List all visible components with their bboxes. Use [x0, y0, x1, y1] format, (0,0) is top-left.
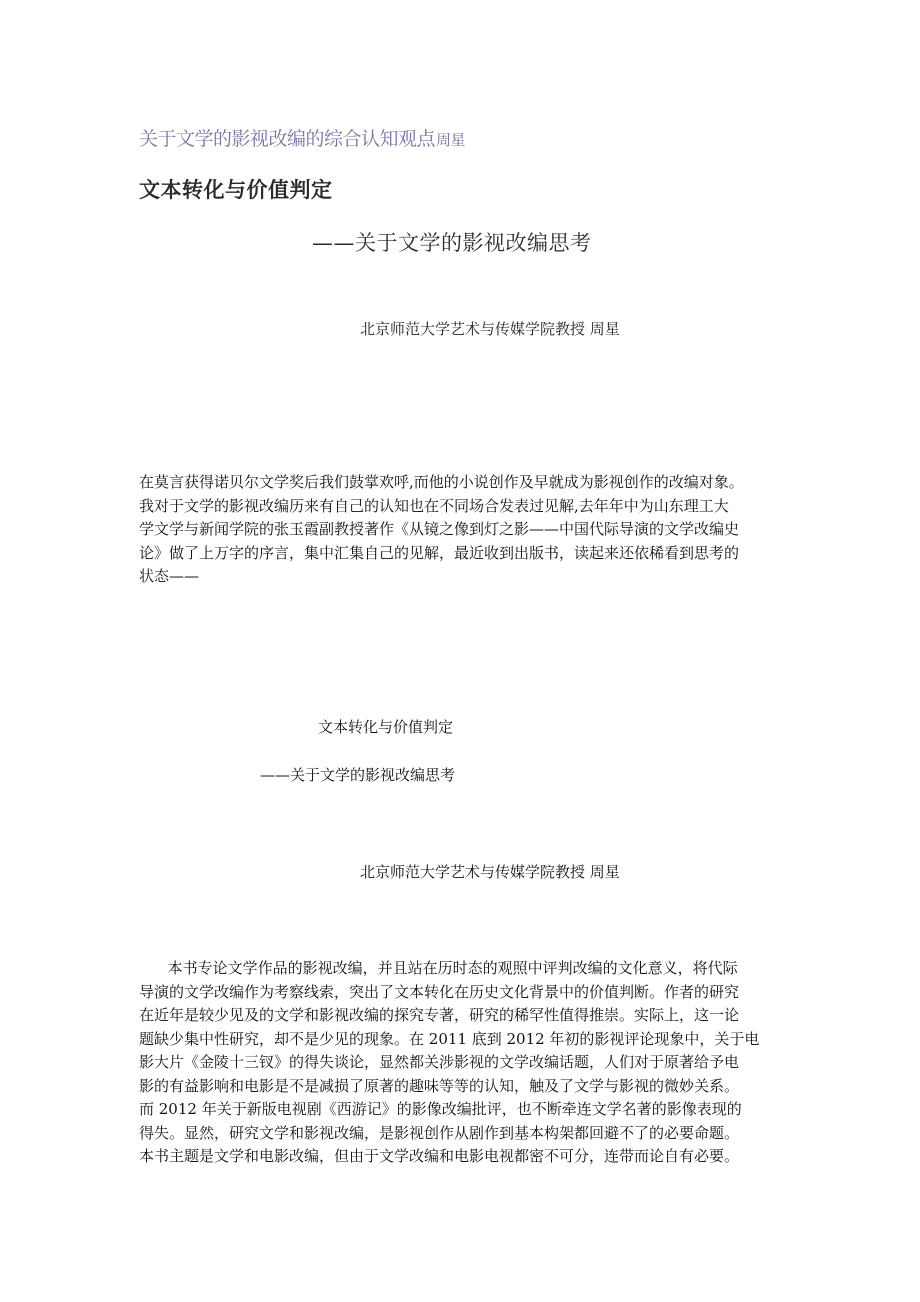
document-title-text: 关于文学的影视改编的综合认知观点: [139, 128, 436, 150]
paragraph-line: 我对于文学的影视改编历来有自己的认知也在不同场合发表过见解,去年年中为山东理工大: [139, 496, 729, 515]
paragraph-line: 本书专论文学作品的影视改编，并且站在历时态的观照中评判改编的文化意义，将代际: [139, 959, 738, 977]
intro-paragraph: [139, 471, 789, 589]
paragraph-line: 在近年是较少见及的文学和影视改编的探究专著，研究的稀罕性值得推崇。实际上，这一论: [139, 1006, 740, 1024]
paragraph-line: 在莫言获得诺贝尔文学奖后我们鼓掌欢呼,而他的小说创作及早就成为影视创作的改编对象。: [139, 473, 744, 491]
paragraph-line: 影大片《金陵十三钗》的得失谈论，显然都关涉影视的文学改编话题，人们对于原著给予电: [139, 1053, 740, 1071]
body-paragraph: [139, 957, 789, 1169]
paragraph-line: 题缺少集中性研究，却不是少见的现象。在 2011 底到 2012 年初的影视评论现象中，关于电: [139, 1029, 760, 1048]
paragraph-line: 导演的文学改编作为考察线索，突出了文本转化在历史文化背景中的价值判断。作者的研究: [139, 982, 740, 1001]
document-title: [139, 124, 465, 151]
author-affiliation: 北京师范大学艺术与传媒学院教授 周星: [360, 320, 620, 338]
paragraph-line: 学文学与新闻学院的张玉霞副教授著作《从镜之像到灯之影——中国代际导演的文学改编史: [139, 520, 740, 538]
paragraph-line: 而 2012 年关于新版电视剧《西游记》的影像改编批评，也不断牵连文学名著的影像表现的: [139, 1100, 742, 1118]
paragraph-line: 状态——: [139, 567, 200, 585]
paragraph-line: 得失。显然，研究文学和影视改编，是影视创作从剧作到基本构架都回避不了的必要命题。: [139, 1123, 740, 1142]
paragraph-line: 影的有益影响和电影是不是减损了原著的趣味等等的认知，触及了文学与影视的微妙关系。: [139, 1076, 740, 1095]
section2-author-affiliation: 北京师范大学艺术与传媒学院教授 周星: [360, 863, 620, 881]
paragraph-line: 论》做了上万字的序言，集中汇集自己的见解，最近收到出版书，读起来还依稀看到思考的: [139, 543, 740, 562]
heading-sub: ——关于文学的影视改编思考: [312, 231, 592, 255]
paragraph-line: 本书主题是文学和电影改编，但由于文学改编和电影电视都密不可分，连带而论自有必要。: [139, 1147, 740, 1165]
section2-heading-sub: ——关于文学的影视改编思考: [260, 766, 456, 784]
document-title-author: 周星: [436, 131, 466, 149]
heading-main: 文本转化与价值判定: [139, 178, 333, 202]
section2-heading-main: 文本转化与价值判定: [318, 718, 454, 736]
